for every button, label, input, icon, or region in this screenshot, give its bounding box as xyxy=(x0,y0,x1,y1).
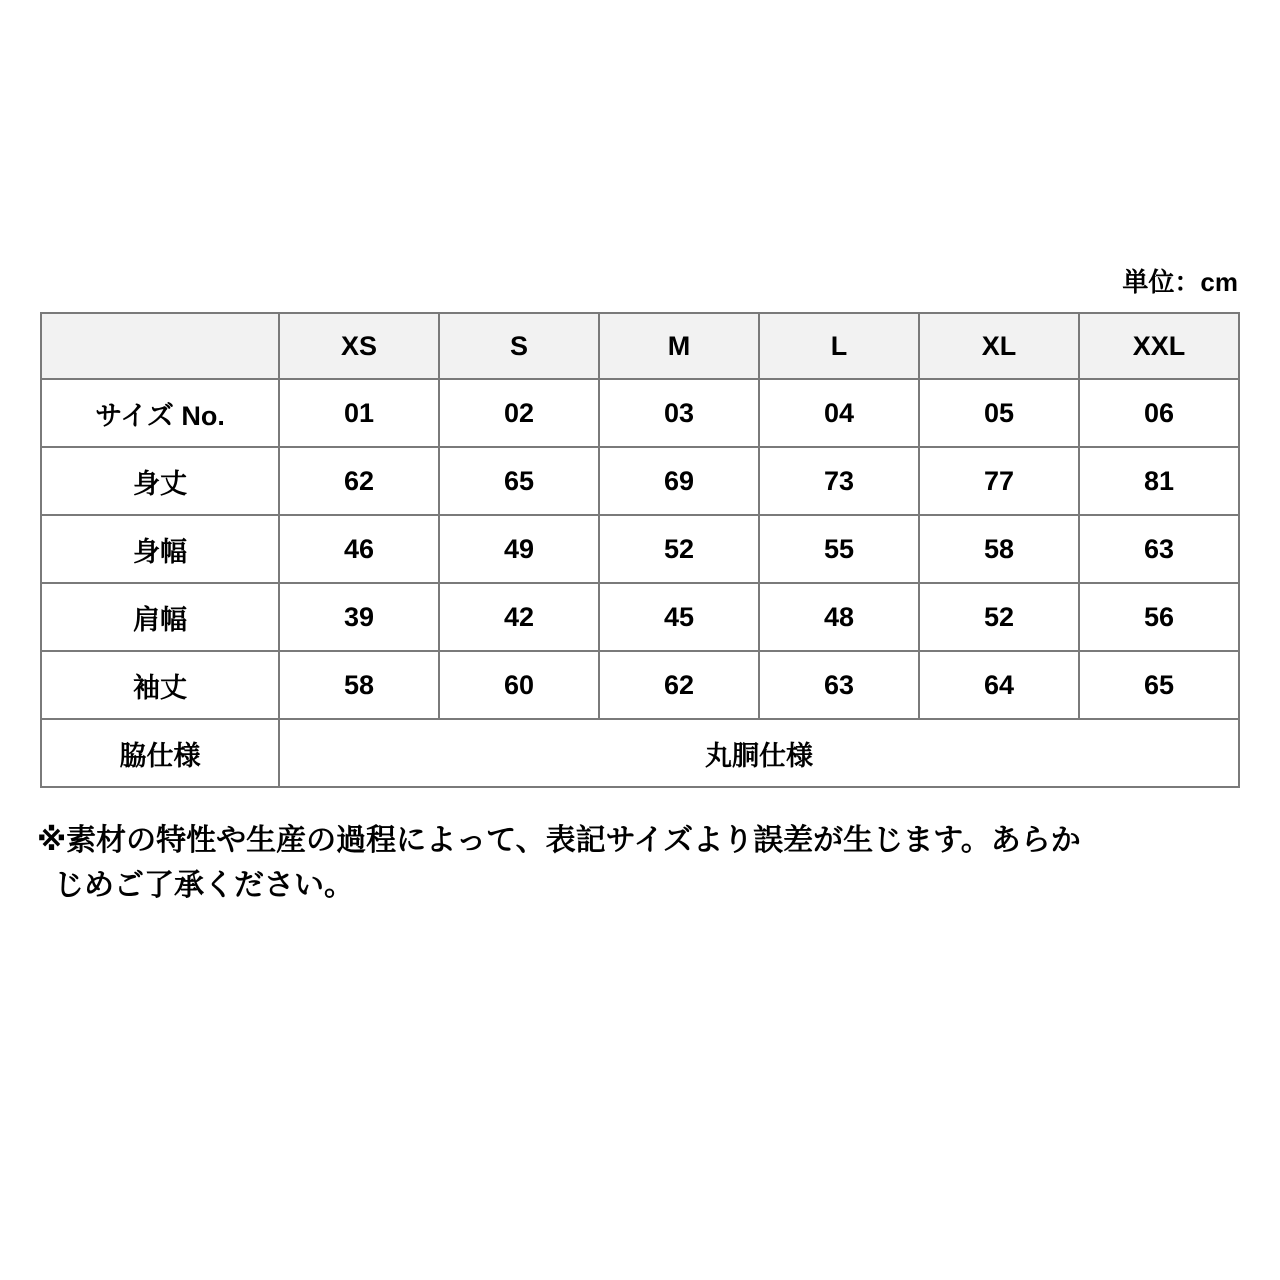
cell-size-no-xs: 01 xyxy=(279,379,439,447)
cell-sleeve-length-s: 60 xyxy=(439,651,599,719)
cell-body-length-m: 69 xyxy=(599,447,759,515)
row-label-shoulder-width: 肩幅 xyxy=(41,583,279,651)
table-row-size-no xyxy=(41,379,1239,447)
cell-shoulder-width-xl: 52 xyxy=(919,583,1079,651)
cell-shoulder-width-m: 45 xyxy=(599,583,759,651)
cell-body-width-xl: 58 xyxy=(919,515,1079,583)
cell-size-no-l: 04 xyxy=(759,379,919,447)
table-row-body-length xyxy=(41,447,1239,515)
cell-size-no-xxl: 06 xyxy=(1079,379,1239,447)
cell-sleeve-length-m: 62 xyxy=(599,651,759,719)
cell-shoulder-width-xs: 39 xyxy=(279,583,439,651)
size-column-header-l: L xyxy=(759,313,919,379)
table-row-side-spec xyxy=(41,719,1239,787)
cell-sleeve-length-xs: 58 xyxy=(279,651,439,719)
cell-body-length-l: 73 xyxy=(759,447,919,515)
cell-body-length-s: 65 xyxy=(439,447,599,515)
cell-body-width-xs: 46 xyxy=(279,515,439,583)
cell-sleeve-length-xl: 64 xyxy=(919,651,1079,719)
cell-body-width-s: 49 xyxy=(439,515,599,583)
size-chart-table xyxy=(40,312,1240,788)
table-row-sleeve-length xyxy=(41,651,1239,719)
unit-label: 単位：cm xyxy=(1122,267,1238,297)
note-line-2: じめご了承ください。 xyxy=(54,869,354,902)
size-column-header-xl: XL xyxy=(919,313,1079,379)
disclaimer-note xyxy=(37,818,1247,908)
size-column-header-xxl: XXL xyxy=(1079,313,1239,379)
table-header-row xyxy=(41,313,1239,379)
cell-sleeve-length-l: 63 xyxy=(759,651,919,719)
size-column-header-m: M xyxy=(599,313,759,379)
cell-sleeve-length-xxl: 65 xyxy=(1079,651,1239,719)
row-label-sleeve-length: 袖丈 xyxy=(41,651,279,719)
cell-size-no-s: 02 xyxy=(439,379,599,447)
row-label-body-length: 身丈 xyxy=(41,447,279,515)
cell-body-width-xxl: 63 xyxy=(1079,515,1239,583)
cell-body-width-m: 52 xyxy=(599,515,759,583)
cell-size-no-m: 03 xyxy=(599,379,759,447)
cell-shoulder-width-xxl: 56 xyxy=(1079,583,1239,651)
cell-size-no-xl: 05 xyxy=(919,379,1079,447)
cell-shoulder-width-l: 48 xyxy=(759,583,919,651)
cell-side-spec-value: 丸胴仕様 xyxy=(279,719,1239,787)
cell-body-width-l: 55 xyxy=(759,515,919,583)
size-column-header-s: S xyxy=(439,313,599,379)
table-row-shoulder-width xyxy=(41,583,1239,651)
row-label-side-spec: 脇仕様 xyxy=(41,719,279,787)
row-label-body-width: 身幅 xyxy=(41,515,279,583)
cell-shoulder-width-s: 42 xyxy=(439,583,599,651)
size-column-header-xs: XS xyxy=(279,313,439,379)
cell-body-length-xxl: 81 xyxy=(1079,447,1239,515)
cell-body-length-xs: 62 xyxy=(279,447,439,515)
note-line-1: ※素材の特性や生産の過程によって、表記サイズより誤差が生じます。あらか xyxy=(37,824,1081,857)
corner-cell xyxy=(41,313,279,379)
table-row-body-width xyxy=(41,515,1239,583)
cell-body-length-xl: 77 xyxy=(919,447,1079,515)
row-label-size-no: サイズ No. xyxy=(41,379,279,447)
